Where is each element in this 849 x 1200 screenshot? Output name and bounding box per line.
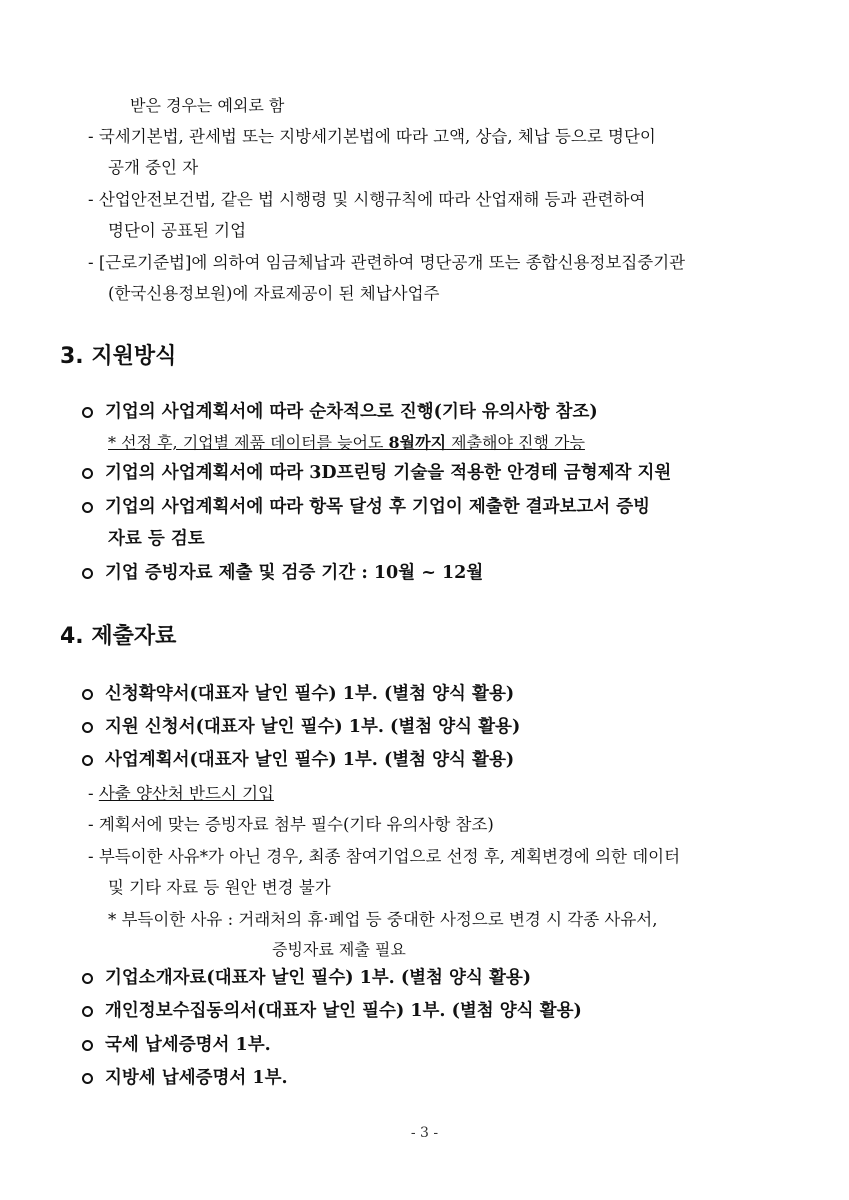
s4-bullet-6	[82, 1035, 271, 1055]
s3-bullet-4	[82, 563, 483, 583]
s4-bullet-3-text: 사업계획서(대표자 날인 필수) 1부. (별첨 양식 활용)	[105, 750, 515, 770]
s4-bullet-5	[82, 1001, 582, 1021]
s4-bullet-6-text: 국세 납세증명서 1부.	[105, 1035, 271, 1055]
s3-bullet-3-text: 기업의 사업계획서에 따라 항목 달성 후 기업이 제출한 결과보고서 증빙	[105, 497, 651, 517]
circle-bullet-icon	[82, 568, 93, 579]
section-4-heading: 4. 제출자료	[60, 624, 177, 649]
s4-bullet-1-text: 신청확약서(대표자 날인 필수) 1부. (별첨 양식 활용)	[105, 684, 515, 704]
circle-bullet-icon	[82, 1073, 93, 1084]
circle-bullet-icon	[82, 1006, 93, 1017]
s4-dash-1-marker: -	[88, 784, 99, 803]
s3-note-deadline: 8월까지	[388, 433, 447, 452]
s4-bullet-2-text: 지원 신청서(대표자 날인 필수) 1부. (별첨 양식 활용)	[105, 717, 521, 737]
dash-item-wage-arrears-cont: (한국신용정보원)에 자료제공이 된 체납사업주	[108, 284, 440, 303]
dash-item-industrial-safety-cont: 명단이 공표된 기업	[108, 221, 247, 240]
s3-bullet-1-text: 기업의 사업계획서에 따라 순차적으로 진행(기타 유의사항 참조)	[105, 402, 598, 422]
s3-note-part-a: * 선정 후, 기업별 제품 데이터를 늦어도	[108, 433, 389, 452]
s3-bullet-2-text: 기업의 사업계획서에 따라 3D프린팅 기술을 적용한 안경테 금형제작 지원	[105, 463, 672, 483]
s3-note	[108, 433, 585, 453]
circle-bullet-icon	[82, 689, 93, 700]
s4-bullet-4-text: 기업소개자료(대표자 날인 필수) 1부. (별첨 양식 활용)	[105, 968, 532, 988]
dash-item-wage-arrears: - [근로기준법]에 의하여 임금체납과 관련하여 명단공개 또는 종합신용정보집중기관	[88, 253, 686, 272]
s3-bullet-1	[82, 402, 598, 422]
s4-dash-1-text: 사출 양산처 반드시 기입	[98, 784, 274, 803]
circle-bullet-icon	[82, 722, 93, 733]
s4-dash-3: - 부득이한 사유*가 아닌 경우, 최종 참여기업으로 선정 후, 계획변경에 의한 데이터	[88, 847, 681, 866]
s4-bullet-1	[82, 684, 514, 704]
dash-item-tax-delinquent-cont: 공개 중인 자	[108, 158, 199, 177]
circle-bullet-icon	[82, 755, 93, 766]
s4-note-cont: 증빙자료 제출 필요	[272, 940, 406, 959]
s3-note-part-c: 제출해야 진행 가능	[446, 433, 585, 452]
s4-bullet-2	[82, 717, 520, 737]
dash-item-industrial-safety: - 산업안전보건법, 같은 법 시행령 및 시행규칙에 따라 산업재해 등과 관련하여	[88, 190, 646, 209]
s4-bullet-7-text: 지방세 납세증명서 1부.	[105, 1068, 288, 1088]
s4-bullet-3	[82, 750, 514, 770]
section-3-heading: 3. 지원방식	[60, 344, 177, 369]
s3-bullet-2	[82, 463, 671, 483]
circle-bullet-icon	[82, 407, 93, 418]
circle-bullet-icon	[82, 1040, 93, 1051]
circle-bullet-icon	[82, 502, 93, 513]
s4-bullet-7	[82, 1068, 288, 1088]
circle-bullet-icon	[82, 468, 93, 479]
s4-note: * 부득이한 사유 : 거래처의 휴·폐업 등 중대한 사정으로 변경 시 각종 사유서,	[108, 910, 658, 929]
s4-bullet-5-text: 개인정보수집동의서(대표자 날인 필수) 1부. (별첨 양식 활용)	[105, 1001, 582, 1021]
s4-bullet-4	[82, 968, 531, 988]
s4-dash-3-cont: 및 기타 자료 등 원안 변경 불가	[108, 878, 331, 897]
continued-text: 받은 경우는 예외로 함	[130, 96, 285, 115]
s3-bullet-3	[82, 497, 650, 517]
dash-item-tax-delinquent: - 국세기본법, 관세법 또는 지방세기본법에 따라 고액, 상습, 체납 등으로 명단이	[88, 127, 656, 146]
page-number: - 3 -	[410, 1125, 439, 1141]
circle-bullet-icon	[82, 973, 93, 984]
s4-dash-1	[88, 784, 274, 804]
s3-bullet-3-cont: 자료 등 검토	[108, 529, 205, 549]
s3-bullet-4-text: 기업 증빙자료 제출 및 검증 기간 : 10월 ~ 12월	[105, 563, 484, 583]
s4-dash-2: - 계획서에 맞는 증빙자료 첨부 필수(기타 유의사항 참조)	[88, 815, 494, 834]
